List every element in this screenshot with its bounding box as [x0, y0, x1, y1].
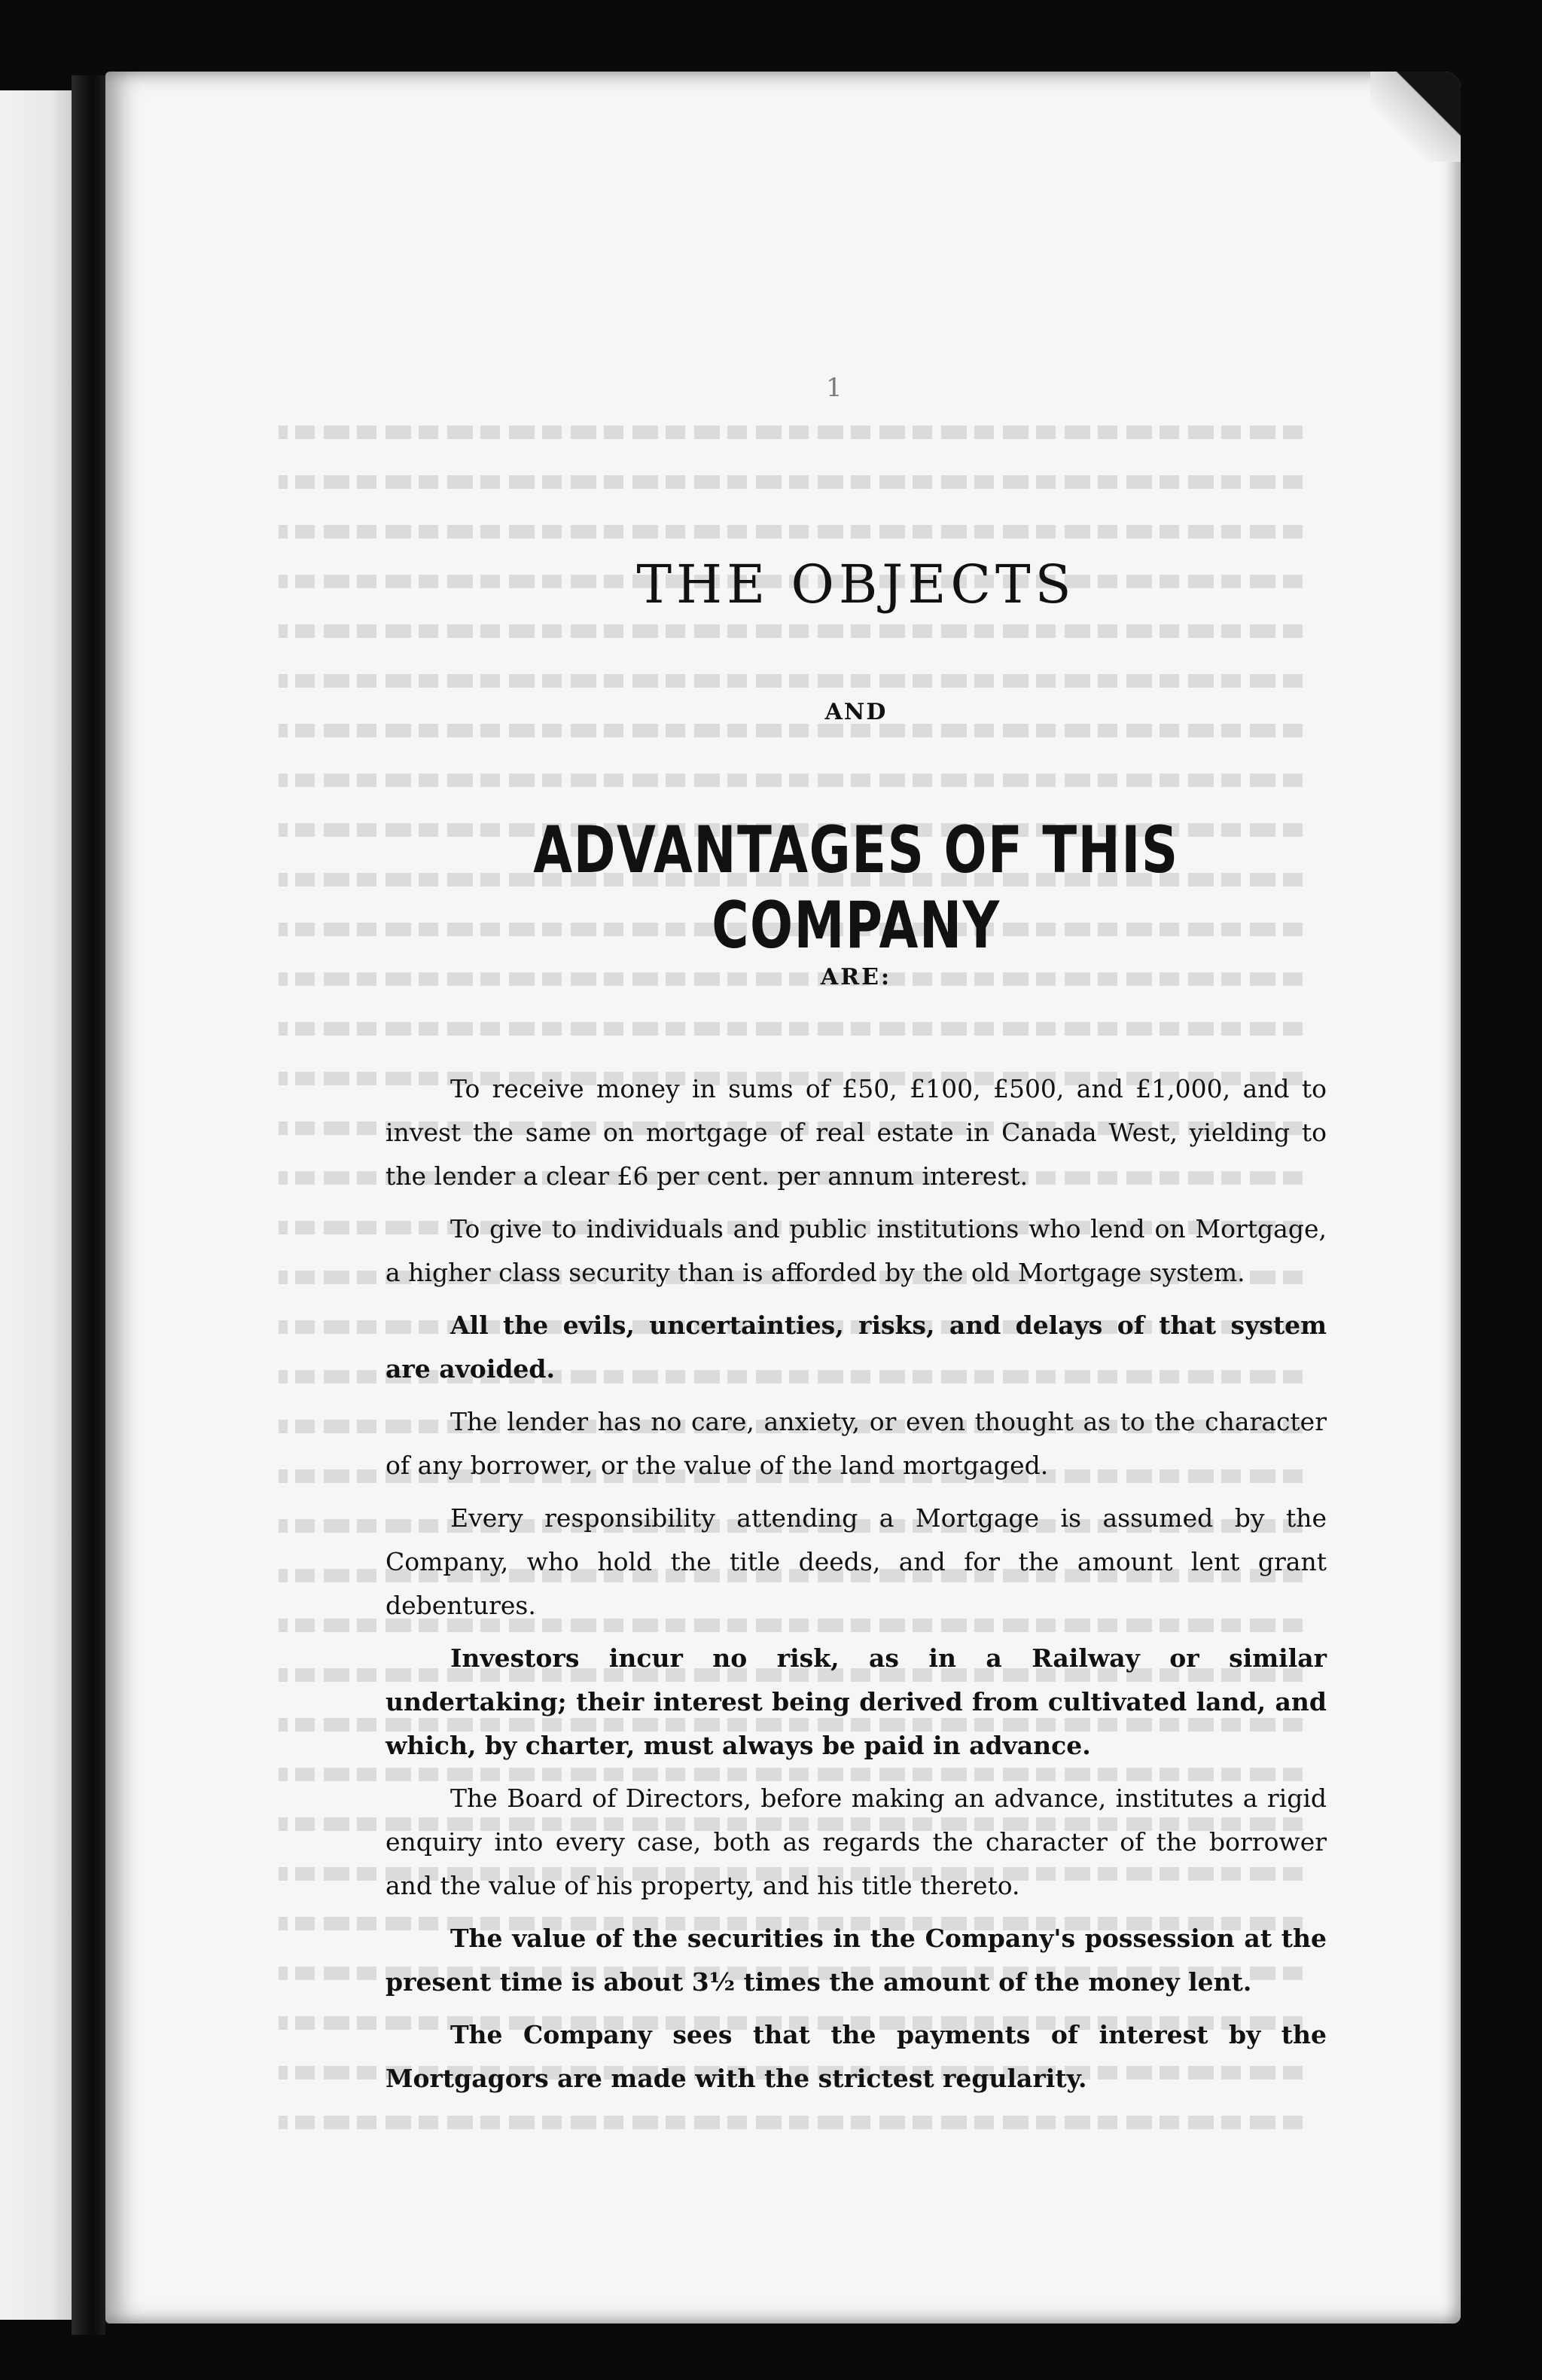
document-page	[105, 72, 1461, 2324]
facing-page-edge	[0, 90, 72, 2320]
page-number: 1	[826, 373, 843, 403]
paragraph: All the evils, uncertainties, risks, and delays of that system are avoided.	[386, 1311, 1327, 1384]
paragraph: The Company sees that the payments of interest by the Mortgagors are made with the strictest regularity.	[386, 2020, 1327, 2093]
page-corner-fold	[1370, 72, 1461, 162]
paragraph: The value of the securities in the Company's possession at the present time is about 3½ times the amount of the money lent.	[386, 1924, 1327, 1997]
paragraph: To give to individuals and public institutions who lend on Mortgage, a higher class security than is afforded by the old Mortgage system.	[386, 1214, 1327, 1287]
paragraph: Every responsibility attending a Mortgage is assumed by the Company, who hold the title deeds, and for the amount lent grant debentures.	[386, 1503, 1327, 1620]
paragraph: Investors incur no risk, as in a Railway or similar undertaking; their interest being derived from cultivated land, and which, by charter, must always be paid in advance.	[386, 1643, 1327, 1760]
title-are: ARE:	[820, 964, 892, 990]
paragraph: The Board of Directors, before making an advance, institutes a rigid enquiry into every case, both as regards the character of the borrower and the value of his property, and his title thereto.	[386, 1783, 1327, 1900]
body-text	[386, 1067, 1327, 2110]
paragraph: The lender has no care, anxiety, or even thought as to the character of any borrower, or the value of the land mortgaged.	[386, 1407, 1327, 1480]
title-objects: THE OBJECTS	[636, 554, 1076, 615]
book-gutter	[72, 75, 105, 2335]
page-content	[386, 72, 1327, 2331]
title-advantages: ADVANTAGES OF THIS COMPANY	[533, 813, 1179, 963]
paragraph: To receive money in sums of £50, £100, £500, and £1,000, and to invest the same on mortgage of real estate in Canada West, yielding to the lender a clear £6 per cent. per annum interest.	[386, 1074, 1327, 1191]
title-and: AND	[824, 699, 888, 725]
